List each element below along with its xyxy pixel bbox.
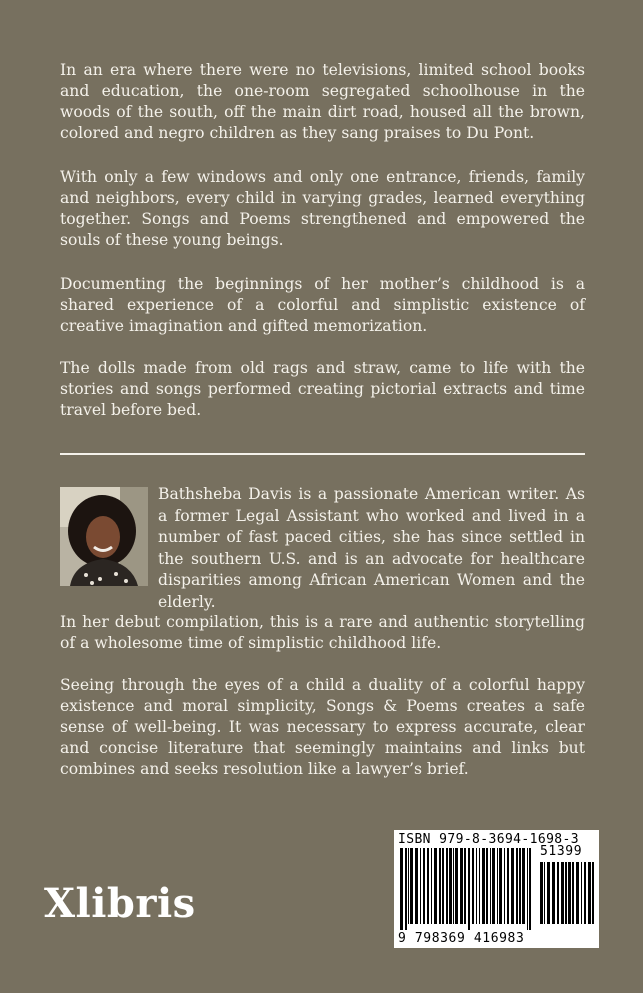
barcode-bar [544,862,545,924]
barcode-bar [442,848,444,924]
barcode-bar [408,848,409,924]
barcode-bar [527,848,528,930]
barcode-bar [449,848,452,924]
barcode-bar [507,848,509,924]
barcode-bar [415,848,418,924]
barcode-bar [486,848,488,924]
barcode-bar [434,848,437,924]
debut-paragraph: In her debut compilation, this is a rare and authentic storytelling of a wholesome time of simplistic childhood life. [60,613,585,652]
barcode-bar [439,848,441,924]
barcode-bar [540,862,543,924]
barcode-bar [568,862,571,924]
barcode-bar [423,848,425,924]
barcode-bar [400,848,403,930]
isbn-number: ISBN 979-8-3694-1698-3 [398,832,579,847]
barcode-bar [522,848,525,924]
barcode-bar [427,848,429,924]
barcode-bar [588,862,591,924]
section-divider [60,453,585,455]
barcode-bar [529,848,531,930]
barcode-bar [420,848,421,924]
barcode-bar [565,862,567,924]
barcode-bar [453,848,454,924]
author-bio: Bathsheba Davis is a passionate American writer. As a former Legal Assistant who worked and lived in a number of fast paced cities, she has since settled in the southern U.S. and is an advocate for healthcare disparities among African American Women and the elderly. [158,485,585,611]
publisher-logo: Xlibris [44,880,196,927]
barcode-bar [557,862,559,924]
barcode-bar [464,848,466,924]
barcode-bar [516,848,518,924]
barcode-bar [405,848,407,930]
barcode-bar [581,862,582,924]
author-portrait-icon [60,487,148,586]
barcode-bar [446,848,448,924]
blurb-paragraph-3: Documenting the beginnings of her mother’s childhood is a shared experience of a colorful and simplistic existence of creative imagination and gifted memorization. [60,275,585,335]
barcode-bar [410,848,413,924]
barcode-bar [519,848,521,924]
ean-number: 9 798369 416983 [398,931,525,946]
barcode-bar [499,848,502,924]
barcode-bar [455,848,458,924]
blurb-paragraph-2: With only a few windows and only one entrance, friends, family and neighbors, every child in varying grades, learned everything together. Songs and Poems strengthened and empowered the souls of these young beings. [60,168,585,249]
barcode-bar [572,862,574,924]
barcode-bar [497,848,498,924]
closing-paragraph: Seeing through the eyes of a child a duality of a colorful happy existence and moral simplicity, Songs & Poems creates a safe sense of well-being. It was necessary to express accurate, clear and concise literature that seemingly maintains and links but combines and seeks resolution like a lawyer’s brief. [60,676,585,778]
barcode-bar [479,848,480,924]
blurb-paragraph-4: The dolls made from old rags and straw, came to life with the stories and songs performed creating pictorial extracts and time travel before bed. [60,359,585,419]
barcode-bar [561,862,564,924]
author-photo [60,487,148,586]
ean-barcode-bars [400,848,534,930]
barcode-bar [511,848,514,924]
addon-barcode-bars [540,862,594,930]
blurb-paragraph-1: In an era where there were no televisions, limited school books and education, the one-room segregated schoolhouse in the woods of the south, off the main dirt road, housed all the brown, colored and negro children as they sang praises to Du Pont. [60,61,585,142]
barcode-bar [460,848,463,924]
barcode-bar [468,848,470,930]
barcode-bar [592,862,594,924]
barcode-bar [482,848,485,924]
barcode-bar [472,848,474,924]
barcode-bar [547,862,550,924]
isbn-barcode [394,830,599,948]
price-code: 51399 [540,844,583,859]
barcode-bar [584,862,586,924]
barcode-bar [552,862,555,924]
barcode-bar [576,862,579,924]
barcode-bar [492,848,495,924]
barcode-bar [504,848,505,924]
barcode-bar [476,848,477,924]
barcode-bar [431,848,432,924]
barcode-bar [490,848,491,924]
